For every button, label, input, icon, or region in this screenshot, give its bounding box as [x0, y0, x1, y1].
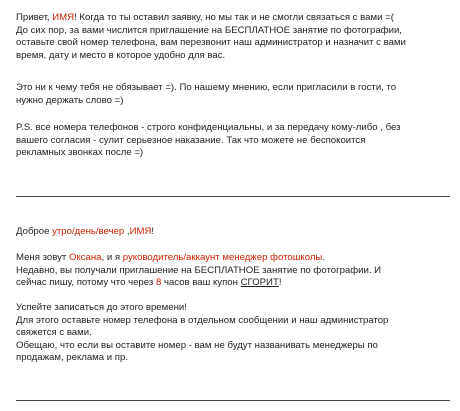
introduction-line-1: [16, 252, 452, 265]
introduction-line-2: Недавно, вы получали приглашение на БЕСПЛАТНОЕ занятие по фотографии. И: [16, 264, 382, 276]
ps-line-1: P.S. все номера телефонов - строго конфиденциальны, и за передачу кому-либо , без: [16, 122, 401, 133]
cta-line-4: Обещаю, что если вы оставите номер - вам не будут названивать менеджеры по: [16, 339, 378, 351]
greeting-line: [16, 226, 452, 239]
greeting-text: Доброе: [16, 226, 53, 237]
name-placeholder: ИМЯ: [52, 12, 75, 23]
ps-line-3: рекламных звонках после =): [16, 147, 144, 159]
deadline-text: сейчас пишу, потому что через: [16, 277, 156, 289]
cta-line-5: продажам, реклама и пр.: [16, 352, 128, 364]
expires-word: СГОРИТ: [240, 277, 279, 289]
greeting-name-placeholder: ИМЯ: [129, 226, 152, 237]
and-i-text: , и я: [101, 252, 123, 263]
intro-greeting-rest: ! Когда то ты оставил заявку, но мы так и не смогли связаться с вами =(: [74, 12, 394, 23]
section-divider-bottom: [16, 400, 450, 401]
time-of-day-placeholder: утро/день/вечер: [52, 226, 125, 237]
hours-count: 8: [155, 277, 162, 289]
introduction-line-3: [16, 277, 452, 290]
role-period: .: [322, 252, 325, 263]
expires-exclamation: !: [278, 277, 282, 289]
intro-line-2: До сих пор, за вами числится приглашение на БЕСПЛАТНОЕ занятие по фотографии,: [16, 24, 402, 36]
introduction-paragraph: [16, 252, 452, 290]
greeting-exclamation: !: [151, 226, 155, 237]
coupon-text: часов ваш купон: [161, 277, 241, 289]
greeting-paragraph: [16, 226, 452, 239]
cta-line-2: Для этого оставьте номер телефона в отдельном сообщении и наш администратор: [16, 314, 389, 326]
obligation-paragraph: [16, 82, 452, 107]
intro-greeting-text: Привет,: [16, 12, 53, 23]
cta-line-1: Успейте записаться до этого времени!: [16, 302, 187, 313]
cta-line-3: свяжется с вами.: [16, 327, 92, 339]
call-to-action-paragraph: [16, 302, 452, 365]
my-name-is-text: Меня зовут: [16, 252, 69, 263]
obligation-line-2: нужно держать слово =): [16, 94, 124, 106]
intro-line-3: оставьте свой номер телефона, вам перезвонит наш администратор и назначит с вами: [16, 37, 406, 49]
sender-name: Оксана: [68, 252, 102, 263]
intro-line-4: время, дату и место в которое удобно для вас.: [16, 49, 226, 61]
section-divider-top: [16, 196, 450, 197]
intro-paragraph: [16, 12, 452, 62]
ps-paragraph: [16, 122, 452, 160]
obligation-line-1: Это ни к чему тебя не обязывает =). По нашему мнению, если пригласили в гости, то: [16, 82, 397, 93]
sender-role-placeholder: руководитель/аккаунт менеджер фотошколы: [122, 252, 323, 263]
greeting-comma: ,: [124, 226, 130, 237]
ps-line-2: вашего согласия - сулит серьезное наказание. Так что можете не беспокоится: [16, 134, 366, 146]
intro-line-1: [16, 12, 452, 25]
